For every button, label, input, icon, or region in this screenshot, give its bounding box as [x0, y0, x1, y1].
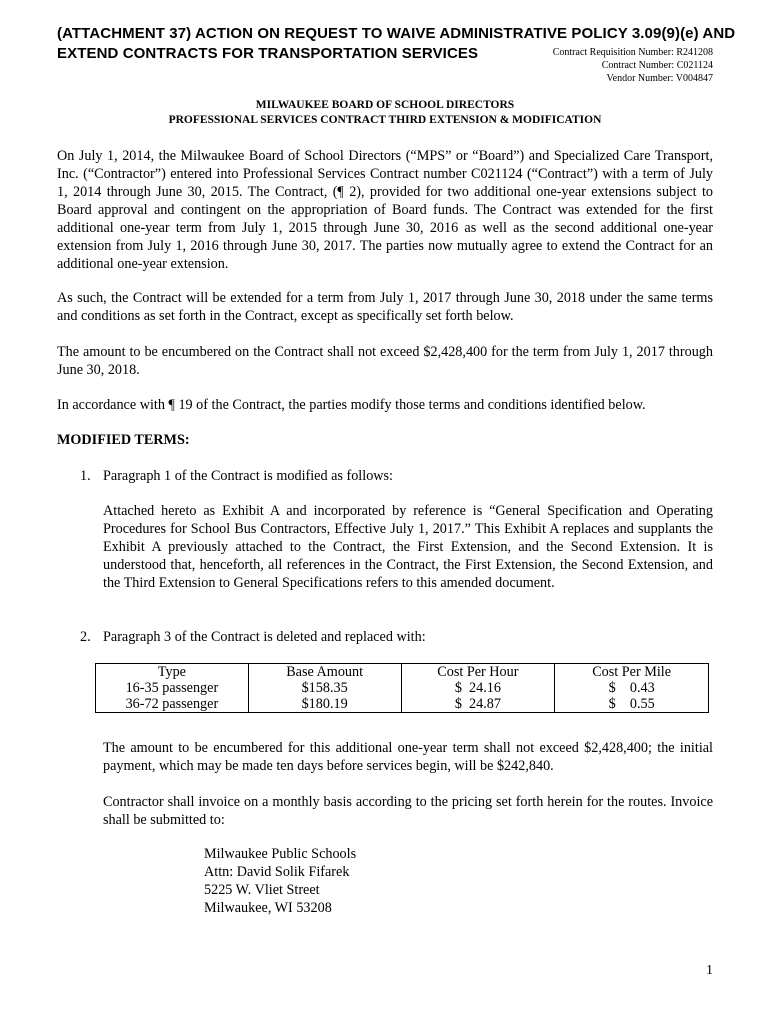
list-number-2: 2. — [80, 629, 91, 645]
row1-cost-per-mile: $ 0.43 — [608, 680, 655, 696]
title-line-2: EXTEND CONTRACTS FOR TRANSPORTATION SERVICES — [57, 45, 479, 62]
title-line-1: (ATTACHMENT 37) ACTION ON REQUEST TO WAIVE ADMINISTRATIVE POLICY 3.09(9)(e) AND — [57, 25, 736, 42]
row1-cost-per-hour: $ 24.16 — [454, 680, 501, 696]
address-line-3: 5225 W. Vliet Street — [204, 882, 320, 898]
header-type: Type — [157, 664, 186, 680]
header-cost-per-mile: Cost Per Mile — [592, 664, 672, 680]
board-name: MILWAUKEE BOARD OF SCHOOL DIRECTORS — [255, 99, 515, 111]
table-cell — [401, 664, 555, 713]
list-item-2: Paragraph 3 of the Contract is deleted and replaced with: — [103, 629, 426, 645]
header-base-amount: Base Amount — [286, 664, 364, 680]
contract-number: Contract Number: C021124 — [601, 60, 713, 71]
header-cost-per-hour: Cost Per Hour — [437, 664, 519, 680]
invoice-paragraph: Contractor shall invoice on a monthly basis according to the pricing set forth herein for the routes. Invoice shall be submitted to: — [103, 794, 713, 828]
exhibit-a-paragraph: Attached hereto as Exhibit A and incorporated by reference is “General Specification and Operating Procedures for School Bus Contractors, Effective July 1, 2017.” This Exhibit A replaces and supplants the Exhibit A previously attached to the Contract, the First Extension, and the Second Extension. It is understood that, henceforth, all references in the Contract, the First Extension, the Second Extension, and the Third Extension to General Specifications refers to this amended document. — [103, 503, 713, 591]
modification-paragraph: In accordance with ¶ 19 of the Contract, the parties modify those terms and conditions identified below. — [57, 397, 646, 413]
vendor-number: Vendor Number: V004847 — [606, 73, 713, 84]
row2-cost-per-mile: $ 0.55 — [608, 696, 655, 712]
row2-type: 36-72 passenger — [125, 696, 219, 712]
reference-numbers — [553, 46, 713, 85]
section-heading — [0, 98, 770, 128]
table-cell — [555, 664, 709, 713]
table-cell — [248, 664, 401, 713]
row1-type: 16-35 passenger — [125, 680, 219, 696]
row2-cost-per-hour: $ 24.87 — [454, 696, 501, 712]
page-number: 1 — [706, 963, 713, 978]
list-number-1: 1. — [80, 468, 91, 484]
intro-paragraph: On July 1, 2014, the Milwaukee Board of School Directors (“MPS” or “Board”) and Specialized Care Transport, Inc. (“Contractor”) entered into Professional Services Contract number C021124 (“Contract”) with a term of July 1, 2014 through June 30, 2015. The Contract, (¶ 2), provided for two additional one-year extensions subject to Board approval and contingent on the appropriation of Board funds. The Contract was extended for the first additional one-year term from July 1, 2015 through June 30, 2016 as well as the second additional one-year extension from July 1, 2016 through June 30, 2017. The parties now mutually agree to extend the Contract for an additional one-year extension. — [57, 148, 713, 272]
rate-table — [95, 663, 709, 713]
list-item-1: Paragraph 1 of the Contract is modified as follows: — [103, 468, 393, 484]
address-line-4: Milwaukee, WI 53208 — [204, 900, 332, 916]
initial-payment-paragraph: The amount to be encumbered for this additional one-year term shall not exceed $2,428,400; the initial payment, which may be made ten days before services begin, will be $242,840. — [103, 740, 713, 774]
row2-base-amount: $180.19 — [301, 696, 348, 712]
address-line-2: Attn: David Solik Fifarek — [204, 864, 350, 880]
row1-base-amount: $158.35 — [301, 680, 348, 696]
encumbrance-paragraph: The amount to be encumbered on the Contract shall not exceed $2,428,400 for the term from July 1, 2017 through June 30, 2018. — [57, 344, 713, 378]
table-row — [96, 664, 709, 713]
billing-address — [204, 845, 356, 917]
contract-subtitle: PROFESSIONAL SERVICES CONTRACT THIRD EXTENSION & MODIFICATION — [168, 114, 602, 126]
table-cell — [96, 664, 249, 713]
requisition-number: Contract Requisition Number: R241208 — [552, 47, 713, 58]
modified-terms-heading: MODIFIED TERMS: — [57, 432, 190, 448]
extension-paragraph: As such, the Contract will be extended for a term from July 1, 2017 through June 30, 2018 under the same terms and conditions as set forth in the Contract, except as specifically set forth below. — [57, 290, 713, 324]
address-line-1: Milwaukee Public Schools — [204, 846, 357, 862]
